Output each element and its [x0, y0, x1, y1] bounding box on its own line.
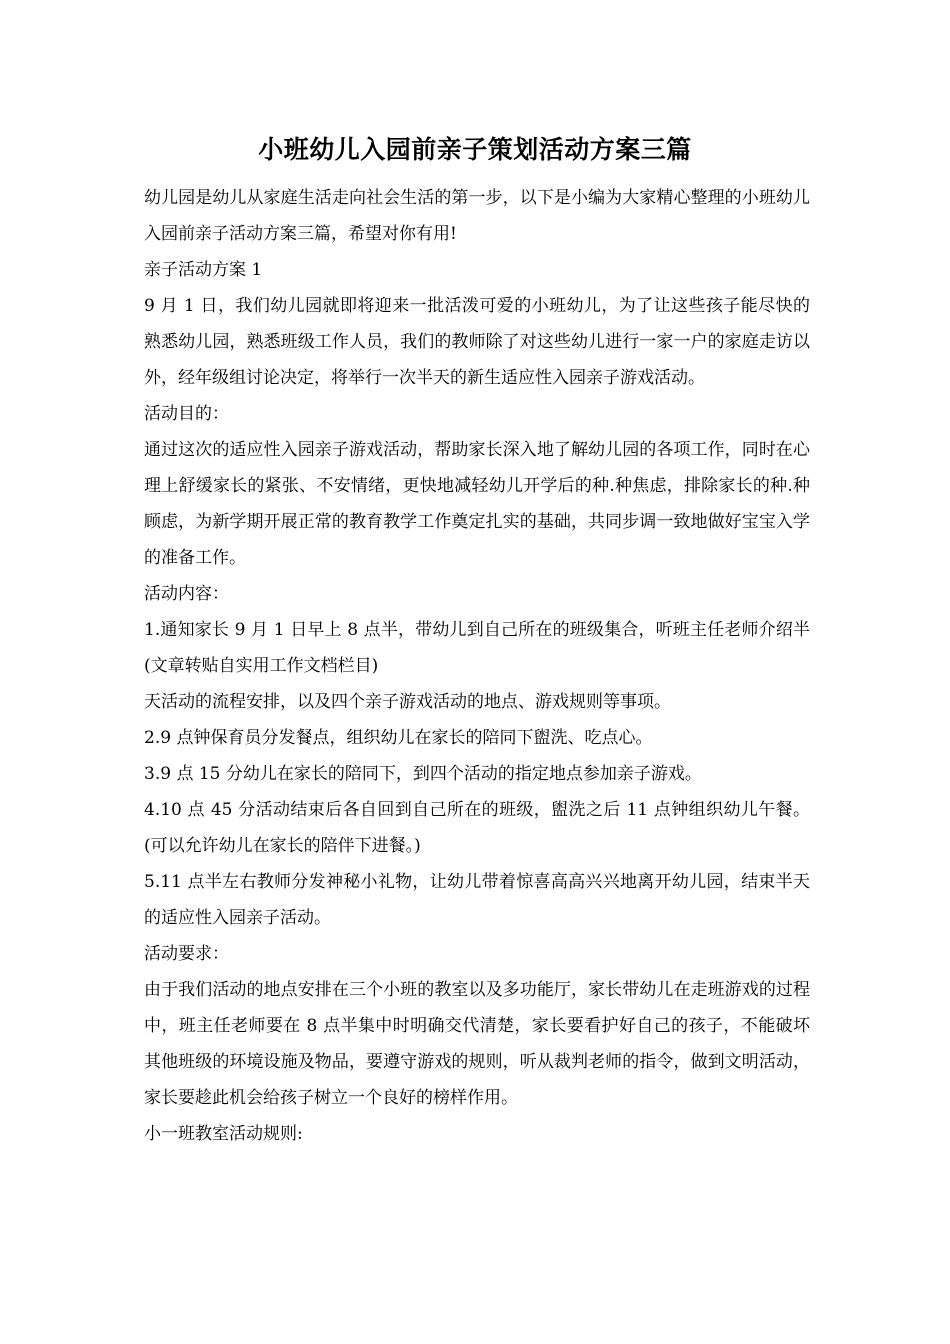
section-heading-content: 活动内容： [144, 584, 229, 604]
list-item-content-5: 5.11 点半左右教师分发神秘小礼物，让幼儿带着惊喜高高兴兴地离开幼儿园，结束半天的适应性入园亲子活动。 [144, 872, 810, 928]
list-item-content-1-continued: 天活动的流程安排，以及四个亲子游戏活动的地点、游戏规则等事项。 [144, 692, 671, 712]
section-heading-purpose: 活动目的： [144, 404, 229, 424]
list-item-content-4: 4.10 点 45 分活动结束后各自回到自己所在的班级，盥洗之后 11 点钟组织幼儿午餐。(可以允许幼儿在家长的陪伴下进餐。) [144, 800, 810, 856]
paragraph-intro: 幼儿园是幼儿从家庭生活走向社会生活的第一步，以下是小编为大家精心整理的小班幼儿入园前亲子活动方案三篇，希望对你有用! [144, 188, 810, 244]
section-heading-requirements: 活动要求： [144, 944, 229, 964]
document-title: 小班幼儿入园前亲子策划活动方案三篇 [258, 135, 692, 164]
list-item-content-3: 3.9 点 15 分幼儿在家长的陪同下，到四个活动的指定地点参加亲子游戏。 [144, 764, 702, 784]
paragraph-purpose: 通过这次的适应性入园亲子游戏活动，帮助家长深入地了解幼儿园的各项工作，同时在心理上舒缓家长的紧张、不安情绪，更快地减轻幼儿开学后的种.种焦虑，排除家长的种.种顾虑，为新学期开展正常的教育教学工作奠定扎实的基础，共同步调一致地做好宝宝入学的准备工作。 [144, 440, 810, 568]
section-heading-class-rules: 小一班教室活动规则: [144, 1124, 303, 1144]
list-item-content-1: 1.通知家长 9 月 1 日早上 8 点半，带幼儿到自己所在的班级集合，听班主任老师介绍半 (文章转贴自实用工作文档栏目) [144, 620, 810, 676]
paragraph-requirements: 由于我们活动的地点安排在三个小班的教室以及多功能厅，家长带幼儿在走班游戏的过程中，班主任老师要在 8 点半集中时明确交代清楚，家长要看护好自己的孩子，不能破坏其他班级的环境设施及物品，要遵守游戏的规则，听从裁判老师的指令，做到文明活动，家长要趁此机会给孩子树立一个良好的榜样作用。 [144, 980, 810, 1108]
section-heading-plan-1: 亲子活动方案 1 [144, 260, 263, 280]
document-body [144, 180, 810, 1152]
list-item-content-2: 2.9 点钟保育员分发餐点，组织幼儿在家长的陪同下盥洗、吃点心。 [144, 728, 653, 748]
paragraph-background: 9 月 1 日，我们幼儿园就即将迎来一批活泼可爱的小班幼儿，为了让这些孩子能尽快的熟悉幼儿园，熟悉班级工作人员，我们的教师除了对这些幼儿进行一家一户的家庭走访以外，经年级组讨论决定，将举行一次半天的新生适应性入园亲子游戏活动。 [144, 296, 810, 388]
